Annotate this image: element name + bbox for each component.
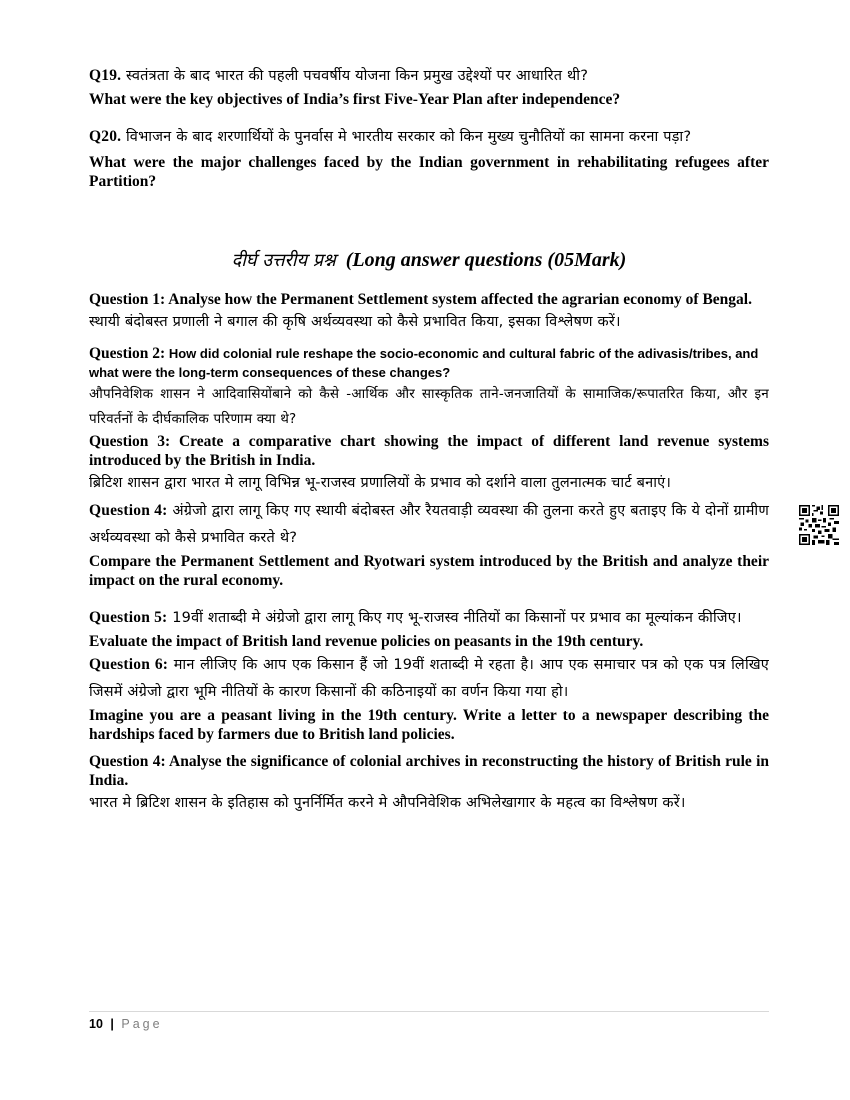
long-question-1	[89, 290, 769, 336]
question-19-label: Q19.	[89, 67, 122, 84]
long-question-4b-hindi: भारत मे ब्रिटिश शासन के इतिहास को पुनर्निर्मित करने मे औपनिवेशिक अभिलेखागार के महत्व का विश्लेषण करें।	[89, 795, 686, 811]
long-question-3-label: Question 3:	[89, 433, 171, 450]
long-question-6-label: Question 6:	[89, 656, 169, 673]
footer-separator: |	[110, 1017, 114, 1031]
long-question-2-english: How did colonial rule reshape the socio-economic and cultural fabric of the adivasis/tribes, and what were the long-term consequences of these changes?	[89, 346, 759, 380]
long-question-5	[89, 604, 769, 651]
long-question-6-hindi: मान लीजिए कि आप एक किसान हैं जो 19वीं शताब्दी मे रहता है। आप एक समाचार पत्र को एक पत्र लिखिए जिसमें अंग्रेजो द्वारा भूमि नीतियों के कारण किसानों की कठिनाइयों का वर्णन किया गया हो।	[89, 657, 770, 700]
long-question-1-hindi: स्थायी बंदोबस्त प्रणाली ने बगाल की कृषि अर्थव्यवस्था को कैसे प्रभावित किया, इसका विश्लेषण करें।	[89, 314, 621, 330]
long-question-5-label: Question 5:	[89, 609, 168, 626]
long-question-5-hindi-line	[89, 604, 769, 632]
long-question-4a-label: Question 4:	[89, 502, 168, 519]
question-20	[89, 123, 769, 191]
long-question-6-hindi-line	[89, 651, 769, 706]
question-20-hindi-line	[89, 123, 769, 151]
page-footer	[89, 1011, 769, 1031]
long-question-6	[89, 651, 769, 744]
long-question-1-english-line	[89, 290, 769, 309]
long-question-4a-hindi-line	[89, 497, 769, 552]
long-question-4a	[89, 497, 769, 590]
section-heading	[89, 245, 769, 276]
question-20-english: What were the major challenges faced by the Indian government in rehabilitating refugees after Partition?	[89, 154, 769, 190]
long-question-1-label: Question 1:	[89, 291, 166, 308]
question-20-hindi: विभाजन के बाद शरणार्थियों के पुनर्वास मे भारतीय सरकार को किन मुख्य चुनौतियों का सामना करना पड़ा?	[126, 129, 692, 145]
long-question-3-english-line	[89, 432, 769, 470]
long-question-2-label: Question 2:	[89, 345, 166, 362]
section-heading-hindi: दीर्घ उत्तरीय प्रश्न	[231, 250, 336, 271]
question-19-hindi: स्वतंत्रता के बाद भारत की पहली पचवर्षीय योजना किन प्रमुख उद्देश्यों पर आधारित थी?	[126, 68, 589, 84]
long-question-4b-english-line	[89, 752, 769, 790]
long-question-2-hindi: औपनिवेशिक शासन ने आदिवासियोंबाने को कैसे -आर्थिक और सास्कृतिक ताने-जनजातियों के सामाजिक/रूपातरित किया, और इन परिवर्तनों के दीर्घकालिक परिणाम क्या थे?	[89, 386, 769, 427]
long-question-4b-english: Analyse the significance of colonial archives in reconstructing the history of British rule in India.	[89, 753, 769, 789]
section-heading-english: (Long answer questions (05Mark)	[345, 249, 627, 271]
long-question-3	[89, 432, 769, 497]
long-question-3-english: Create a comparative chart showing the impact of different land revenue systems introduced by the British in India.	[89, 433, 769, 469]
page-number: 10	[89, 1017, 103, 1031]
page-label: Page	[121, 1017, 163, 1031]
question-20-label: Q20.	[89, 128, 122, 145]
long-question-2	[89, 344, 769, 432]
long-question-4a-hindi: अंग्रेजो द्वारा लागू किए गए स्थायी बंदोबस्त और रैयतवाड़ी व्यवस्था की तुलना करते हुए बताइए कि ये दोनों ग्रामीण अर्थव्यवस्था को कैसे प्रभावित करते थे?	[89, 503, 770, 546]
long-question-5-hindi: 19वीं शताब्दी मे अंग्रेजो द्वारा लागू किए गए भू-राजस्व नीतियों का किसानों पर प्रभाव का मूल्यांकन कीजिए।	[172, 610, 742, 626]
long-question-4b-label: Question 4:	[89, 753, 166, 770]
qr-code-icon[interactable]	[799, 505, 839, 545]
long-question-4b	[89, 752, 769, 817]
long-question-1-english: Analyse how the Permanent Settlement system affected the agrarian economy of Bengal.	[168, 291, 752, 308]
long-question-2-english-line	[89, 344, 769, 382]
long-question-6-english: Imagine you are a peasant living in the 19th century. Write a letter to a newspaper describing the hardships faced by farmers due to British land policies.	[89, 707, 769, 743]
question-19-hindi-line	[89, 62, 769, 90]
long-question-5-english: Evaluate the impact of British land revenue policies on peasants in the 19th century.	[89, 633, 644, 650]
question-19-english: What were the key objectives of India’s first Five-Year Plan after independence?	[89, 91, 621, 108]
question-19	[89, 62, 769, 109]
document-page	[89, 62, 769, 817]
long-question-3-hindi: ब्रिटिश शासन द्वारा भारत मे लागू विभिन्न भू-राजस्व प्रणालियों के प्रभाव को दर्शाने वाला तुलनात्मक चार्ट बनाएं।	[89, 475, 672, 491]
long-question-4a-english: Compare the Permanent Settlement and Ryotwari system introduced by the British and analyze their impact on the rural economy.	[89, 553, 769, 589]
